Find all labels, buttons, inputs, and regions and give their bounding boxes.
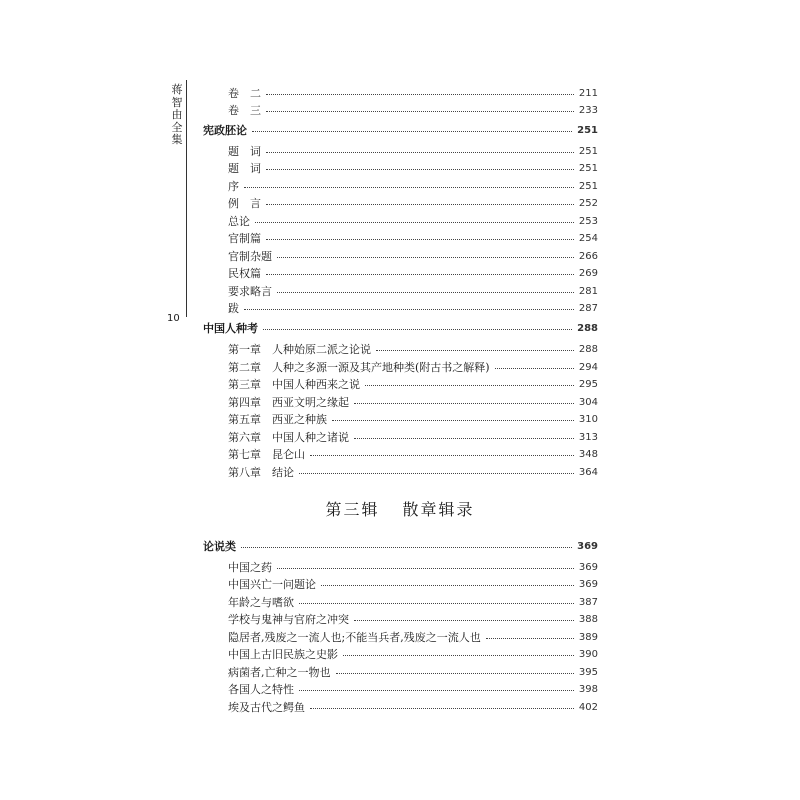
dot-leader (336, 673, 574, 674)
toc-entry[interactable] (228, 611, 598, 627)
toc-entry-page: 304 (578, 396, 598, 408)
toc-entry-label: 中国兴亡一问题论 (228, 578, 316, 591)
toc-entry-label: 要求略言 (228, 285, 272, 298)
toc-entry[interactable] (228, 411, 598, 427)
dot-leader (277, 568, 574, 569)
toc-entry-label: 各国人之特性 (228, 683, 294, 696)
toc-entry-label: 隐居者,残废之一流人也;不能当兵者,残废之一流人也 (228, 631, 481, 644)
toc-heading-page: 251 (577, 124, 598, 136)
dot-leader (255, 222, 574, 223)
dot-leader (266, 152, 574, 153)
toc-entry-label: 第四章 西亚文明之缘起 (228, 396, 349, 409)
toc-entry-label: 第三章 中国人种西来之说 (228, 378, 360, 391)
toc-heading-page: 369 (577, 540, 598, 552)
toc-entry-label: 学校与鬼神与官府之冲突 (228, 613, 349, 626)
toc-entry-label: 跋 (228, 302, 239, 315)
toc-entry-page: 281 (578, 285, 598, 297)
toc-entry-label: 卷 二 (228, 87, 261, 100)
dot-leader (354, 620, 574, 621)
toc-heading[interactable] (203, 320, 598, 336)
toc-entry-page: 251 (578, 180, 598, 192)
toc-entry-page: 364 (578, 466, 598, 478)
toc-entry-label: 题 词 (228, 145, 261, 158)
dot-leader (310, 708, 574, 709)
toc-entry-page: 211 (578, 87, 598, 99)
dot-leader (266, 274, 574, 275)
toc-entry-page: 253 (578, 215, 598, 227)
dot-leader (343, 655, 574, 656)
toc-entry-label: 官制篇 (228, 232, 261, 245)
toc-entry-page: 389 (578, 631, 598, 643)
toc-heading[interactable] (203, 538, 598, 554)
toc-entry-label: 民权篇 (228, 267, 261, 280)
toc-entry-label: 例 言 (228, 197, 261, 210)
toc-entry-page: 387 (578, 596, 598, 608)
toc-entry-label: 卷 三 (228, 104, 261, 117)
toc-entry[interactable] (228, 464, 598, 480)
toc-entry-page: 388 (578, 613, 598, 625)
dot-leader (244, 187, 574, 188)
dot-leader (266, 111, 574, 112)
toc-entry-label: 第七章 昆仑山 (228, 448, 305, 461)
section-number: 第三辑 (325, 500, 380, 519)
toc-entry-label: 埃及古代之鳄鱼 (228, 701, 305, 714)
dot-leader (244, 309, 574, 310)
toc-entry-label: 官制杂题 (228, 250, 272, 263)
toc-entry[interactable] (228, 248, 598, 264)
dot-leader (241, 547, 572, 548)
toc-heading[interactable] (203, 122, 598, 138)
toc-entry-page: 288 (578, 343, 598, 355)
page-number: 10 (167, 313, 180, 324)
dot-leader (299, 473, 574, 474)
toc-entry[interactable] (228, 230, 598, 246)
toc-entry-page: 233 (578, 104, 598, 116)
toc-entry[interactable] (228, 359, 598, 375)
toc-entry-page: 295 (578, 378, 598, 390)
toc-entry-page: 313 (578, 431, 598, 443)
toc-entry-page: 269 (578, 267, 598, 279)
toc-entry[interactable] (228, 699, 598, 715)
toc-entry-label: 第六章 中国人种之诸说 (228, 431, 349, 444)
toc-heading-label: 中国人种考 (203, 322, 258, 335)
toc-entry-label: 中国之药 (228, 561, 272, 574)
toc-entry-page: 294 (578, 361, 598, 373)
dot-leader (332, 420, 574, 421)
dot-leader (376, 350, 574, 351)
toc-entry-label: 序 (228, 180, 239, 193)
dot-leader (495, 368, 574, 369)
dot-leader (321, 585, 574, 586)
toc-entry[interactable] (228, 265, 598, 281)
toc-entry-label: 第二章 人种之多源一源及其产地种类(附古书之解释) (228, 361, 490, 374)
toc-entry-page: 287 (578, 302, 598, 314)
toc-entry-label: 中国上古旧民族之史影 (228, 648, 338, 661)
toc-entry[interactable] (228, 213, 598, 229)
toc-entry-page: 266 (578, 250, 598, 262)
toc-entry-label: 题 词 (228, 162, 261, 175)
toc-entry-page: 251 (578, 162, 598, 174)
toc-entry[interactable] (228, 300, 598, 316)
toc-entry[interactable] (228, 85, 598, 101)
toc-entry-label: 总论 (228, 215, 250, 228)
toc-entry-label: 年龄之与嗜欲 (228, 596, 294, 609)
dot-leader (299, 690, 574, 691)
section-name: 散章辑录 (402, 500, 475, 519)
toc-entry[interactable] (228, 629, 598, 645)
dot-leader (365, 385, 574, 386)
toc-entry-page: 348 (578, 448, 598, 460)
toc-entry-page: 254 (578, 232, 598, 244)
toc-entry-page: 310 (578, 413, 598, 425)
dot-leader (266, 239, 574, 240)
toc-entry[interactable] (228, 576, 598, 592)
running-book-title: 蒋智由全集 (171, 83, 183, 146)
toc-entry-page: 395 (578, 666, 598, 678)
toc-entry[interactable] (228, 283, 598, 299)
toc-entry[interactable] (228, 178, 598, 194)
toc-entry-page: 402 (578, 701, 598, 713)
toc-entry-page: 398 (578, 683, 598, 695)
dot-leader (266, 169, 574, 170)
section-title (0, 497, 800, 520)
toc-entry-label: 病菌者,亡种之一物也 (228, 666, 331, 679)
toc-entry[interactable] (228, 646, 598, 662)
toc-entry[interactable] (228, 559, 598, 575)
toc-entry[interactable] (228, 160, 598, 176)
toc-entry[interactable] (228, 681, 598, 697)
toc-entry-page: 369 (578, 561, 598, 573)
toc-heading-label: 宪政胚论 (203, 124, 247, 137)
toc-entry[interactable] (228, 143, 598, 159)
toc-entry[interactable] (228, 102, 598, 118)
toc-entry-page: 252 (578, 197, 598, 209)
dot-leader (486, 638, 574, 639)
dot-leader (277, 257, 574, 258)
toc-heading-page: 288 (577, 322, 598, 334)
toc-entry-page: 251 (578, 145, 598, 157)
toc-entry[interactable] (228, 446, 598, 462)
toc-entry[interactable] (228, 376, 598, 392)
dot-leader (266, 94, 574, 95)
dot-leader (354, 403, 574, 404)
toc-heading-label: 论说类 (203, 540, 236, 553)
toc-entry-label: 第五章 西亚之种族 (228, 413, 327, 426)
toc-entry-page: 390 (578, 648, 598, 660)
toc-entry-label: 第八章 结论 (228, 466, 294, 479)
dot-leader (252, 131, 572, 132)
toc-entry-page: 369 (578, 578, 598, 590)
toc-entry[interactable] (228, 429, 598, 445)
dot-leader (310, 455, 574, 456)
toc-entry-label: 第一章 人种始原二派之论说 (228, 343, 371, 356)
dot-leader (277, 292, 574, 293)
toc-entry[interactable] (228, 594, 598, 610)
toc-entry[interactable] (228, 664, 598, 680)
dot-leader (354, 438, 574, 439)
dot-leader (299, 603, 574, 604)
toc-entry[interactable] (228, 394, 598, 410)
toc-entry[interactable] (228, 341, 598, 357)
toc-entry[interactable] (228, 195, 598, 211)
dot-leader (263, 329, 572, 330)
dot-leader (266, 204, 574, 205)
